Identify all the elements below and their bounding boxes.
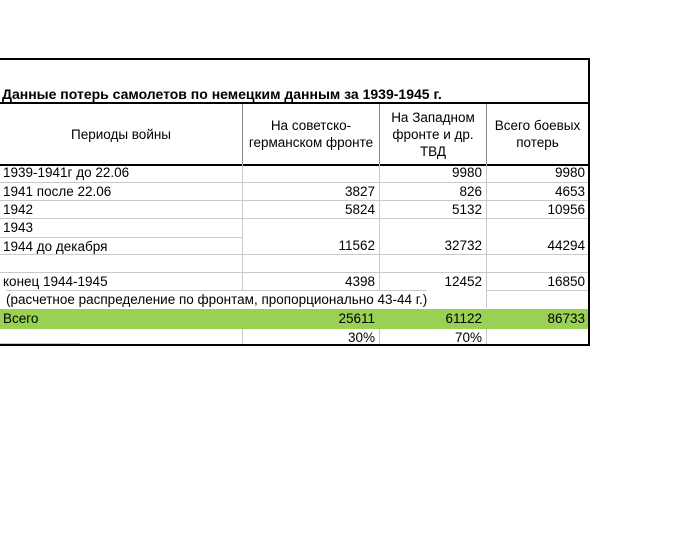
cell-period: 1939-1941г до 22.06 xyxy=(3,165,130,180)
cell-total: 44294 xyxy=(486,218,588,254)
cell-total xyxy=(486,329,588,346)
totals-row xyxy=(0,309,588,329)
percent-row xyxy=(0,329,588,346)
totals-label: Всего xyxy=(3,311,39,326)
cell-total xyxy=(486,254,588,272)
percent-soviet: 30% xyxy=(242,329,379,346)
cell-western: 5132 xyxy=(379,200,486,218)
cell-western: 826 xyxy=(379,182,486,200)
distribution-note: (расчетное распределение по фронтам, пропорционально 43-44 г.) xyxy=(6,292,428,307)
cell-soviet: 4398 xyxy=(242,272,379,290)
table-row xyxy=(0,272,588,290)
cell-total: 10956 xyxy=(486,200,588,218)
cell-total: 9980 xyxy=(486,164,588,182)
divider xyxy=(0,343,80,344)
cell-western xyxy=(379,254,486,272)
note-cell xyxy=(0,290,486,308)
cell-western: 12452 xyxy=(379,272,486,290)
totals-western: 61122 xyxy=(445,311,482,326)
cell-soviet: 3827 xyxy=(242,182,379,200)
header-western-front: На Западном фронте и др. ТВД xyxy=(379,104,486,164)
cell-period-1943 xyxy=(0,218,242,254)
cell-soviet: 5824 xyxy=(242,200,379,218)
period-1944-label: 1944 до декабря xyxy=(0,237,242,256)
header-period: Периоды войны xyxy=(70,126,172,142)
header-total-losses: Всего боевых потерь xyxy=(486,104,588,164)
table-row xyxy=(0,200,588,218)
cell-western: 32732 xyxy=(379,218,486,254)
cell-soviet xyxy=(242,254,379,272)
cell-period: 1942 xyxy=(0,200,242,218)
cell-soviet xyxy=(242,164,379,182)
table-title: Данные потерь самолетов по немецким данным за 1939-1945 г. xyxy=(2,86,442,102)
percent-western: 70% xyxy=(379,329,486,346)
cell-western: 9980 xyxy=(379,164,486,182)
cell-total: 4653 xyxy=(486,182,588,200)
table-row xyxy=(0,254,588,272)
losses-table-frame xyxy=(0,58,590,346)
totals-soviet: 25611 xyxy=(338,311,375,326)
cell-period xyxy=(0,254,242,272)
totals-total: 86733 xyxy=(547,311,585,326)
table-row xyxy=(0,182,588,200)
cell-period: 1941 после 22.06 xyxy=(0,182,242,200)
header-soviet-front: На советско- германском фронте xyxy=(242,104,379,164)
cell-period: конец 1944-1945 xyxy=(0,272,242,290)
note-row xyxy=(0,290,588,308)
table-row xyxy=(0,218,588,254)
period-1943-label: 1943 xyxy=(3,220,34,235)
cell-total: 16850 xyxy=(486,272,588,290)
table-row xyxy=(0,164,588,182)
cell-soviet: 11562 xyxy=(242,218,379,254)
header-row xyxy=(0,102,588,166)
cell-total xyxy=(486,290,588,308)
